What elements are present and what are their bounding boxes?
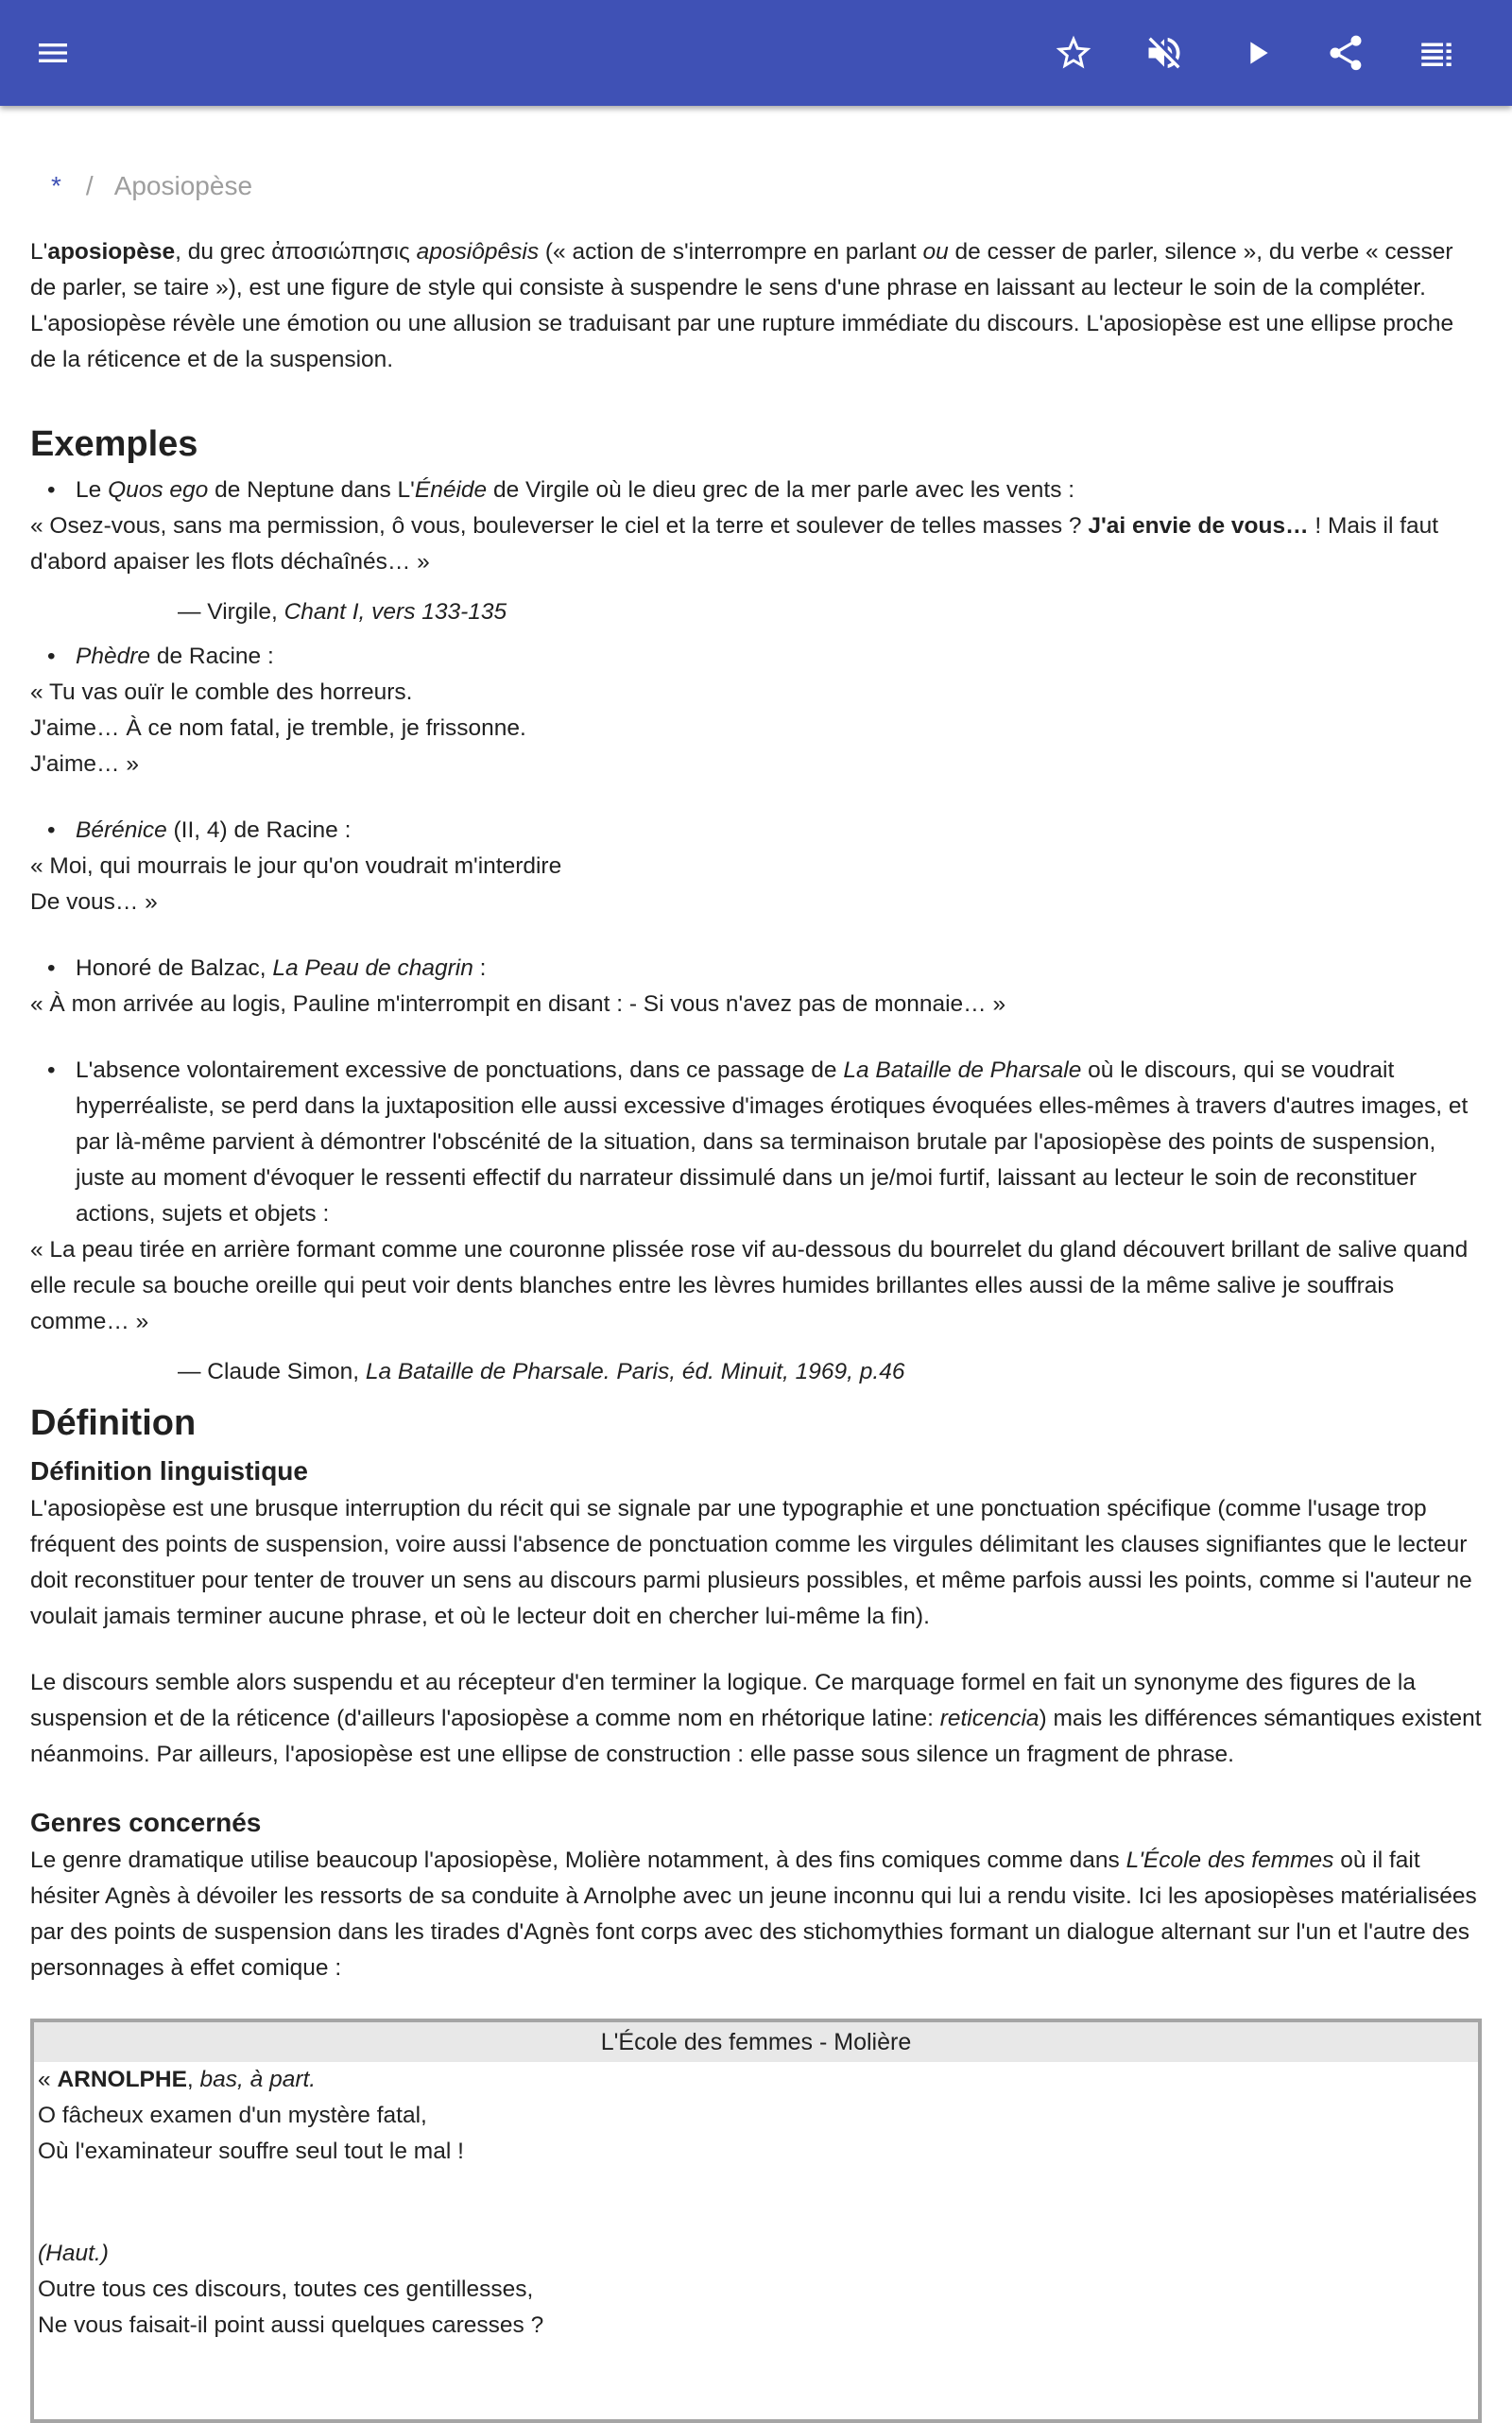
table-cell — [32, 2062, 1480, 2421]
verse-line: De vous… » — [30, 889, 158, 915]
list-item: • Bérénice (II, 4) de Racine : — [30, 813, 1482, 849]
play-icon[interactable] — [1228, 25, 1285, 81]
stage-direction: (Haut.) — [38, 2241, 109, 2266]
subheading-genres-concernes: Genres concernés — [30, 1808, 262, 1837]
paragraph: L'aposiopèse est une brusque interruption du récit qui se signale par une typographie et une ponctuation spécifique (comme l'usage trop fréquent des points de suspension, voire aussi l'absence de ponctuation comme les virgules délimitant les clauses signifiantes que le lecteur doit reconstituer pour tenter de trouver un sens au discours parmi plusieurs possibles, et même parfois aussi les points, comme si l'auteur ne voulait jamais terminer aucune phrase, et où le lecteur doit en chercher lui-même la fin). — [30, 1496, 1472, 1629]
verse-line: « Moi, qui mourrais le jour qu'on voudrait m'interdire — [30, 853, 562, 879]
app-bar — [0, 0, 1512, 106]
verse-line: « ARNOLPHE, bas, à part. — [38, 2067, 317, 2092]
heading-exemples: Exemples — [30, 424, 198, 464]
breadcrumb-root[interactable]: * — [51, 171, 61, 200]
attribution: — Claude Simon, La Bataille de Pharsale. Paris, éd. Minuit, 1969, p.46 — [178, 1359, 905, 1384]
list-icon[interactable] — [1408, 25, 1465, 81]
verse-line: J'aime… À ce nom fatal, je tremble, je frissonne. — [30, 715, 526, 741]
breadcrumb — [30, 168, 1482, 210]
share-icon[interactable] — [1317, 25, 1374, 81]
verse-line: « Tu vas ouïr le comble des horreurs. — [30, 679, 413, 705]
paragraph: Le genre dramatique utilise beaucoup l'aposiopèse, Molière notamment, à des fins comiques comme dans L'École des femmes où il fait hésiter Agnès à dévoiler les ressorts de sa conduite à Arnolphe avec un jeune inconnu qui lui a rendu visite. Ici les aposiopèses matérialisées par des points de suspension dans les tirades d'Agnès font corps avec des stichomythies formant un dialogue alternant sur l'un et l'autre des personnages à effet comique : — [30, 1847, 1477, 1981]
table-caption: L'École des femmes - Molière — [32, 2020, 1480, 2062]
heading-definition: Définition — [30, 1403, 197, 1443]
quote-simon: « La peau tirée en arrière formant comme une couronne plissée rose vif au-dessous du bourrelet du gland découvert brillant de salive quand elle recule sa bouche oreille qui peut voir dents blanches entre les lèvres humides brillantes elles aussi de la même salive je souffrais comme… » — [30, 1237, 1469, 1334]
play-excerpt-table — [30, 2019, 1482, 2423]
intro-paragraph: L'aposiopèse, du grec ἀποσιώπησις aposiôpêsis (« action de s'interrompre en parlant ou de cesser de parler, silence », du verbe « cesser de parler, se taire »), est une figure de style qui consiste à suspendre le sens d'une phrase en laissant au lecteur le soin de la compléter. L'aposiopèse révèle une émotion ou une allusion se traduisant par une rupture immédiate du discours. L'aposiopèse est une ellipse proche de la réticence et de la suspension. — [30, 239, 1454, 372]
list-item: • Phèdre de Racine : — [30, 639, 1482, 675]
verse-line: Ne vous faisait-il point aussi quelques caresses ? — [38, 2312, 544, 2338]
star-outline-icon[interactable] — [1045, 25, 1102, 81]
menu-icon[interactable] — [25, 25, 81, 81]
verse-line: Outre tous ces discours, toutes ces gentillesses, — [38, 2277, 534, 2302]
list-item: • Honoré de Balzac, La Peau de chagrin : — [30, 951, 1482, 987]
verse-line: J'aime… » — [30, 751, 139, 777]
breadcrumb-current: Aposiopèse — [113, 171, 253, 200]
article — [30, 106, 1482, 2423]
list-item: • Le Quos ego de Neptune dans L'Énéide de Virgile où le dieu grec de la mer parle avec les vents : — [30, 473, 1482, 508]
paragraph: Le discours semble alors suspendu et au récepteur d'en terminer la logique. Ce marquage formel en fait un synonyme des figures de la suspension et de la réticence (d'ailleurs l'aposiopèse a comme nom en rhétorique latine: reticencia) mais les différences sémantiques existent néanmoins. Par ailleurs, l'aposiopèse est une ellipse de construction : elle passe sous silence un fragment de phrase. — [30, 1670, 1482, 1767]
subheading-definition-linguistique: Définition linguistique — [30, 1456, 308, 1486]
quote-balzac: « À mon arrivée au logis, Pauline m'interrompit en disant : - Si vous n'avez pas de monnaie… » — [30, 991, 1006, 1017]
list-item: • L'absence volontairement excessive de ponctuations, dans ce passage de La Bataille de Pharsale où le discours, qui se voudrait hyperréaliste, se perd dans la juxtaposition elle aussi excessive d'images érotiques évoquées elles-mêmes à travers d'autres images, et par là-même parvient à démontrer l'obscénité de la situation, dans sa terminaison brutale par l'aposiopèse des points de suspension, juste au moment d'évoquer le ressenti effectif du narrateur dissimulé dans un je/moi furtif, laissant au lecteur le soin de reconstituer actions, sujets et objets : — [30, 1053, 1482, 1232]
volume-off-icon[interactable] — [1136, 25, 1193, 81]
verse-line: Où l'examinateur souffre seul tout le mal ! — [38, 2139, 464, 2164]
attribution: — Virgile, Chant I, vers 133-135 — [178, 599, 507, 625]
verse-line: O fâcheux examen d'un mystère fatal, — [38, 2103, 427, 2128]
breadcrumb-separator: / — [85, 171, 94, 200]
quote-virgile: « Osez-vous, sans ma permission, ô vous, bouleverser le ciel et la terre et soulever de telles masses ? J'ai envie de vous… ! Mais il faut d'abord apaiser les flots déchaînés… » — [30, 513, 1439, 575]
